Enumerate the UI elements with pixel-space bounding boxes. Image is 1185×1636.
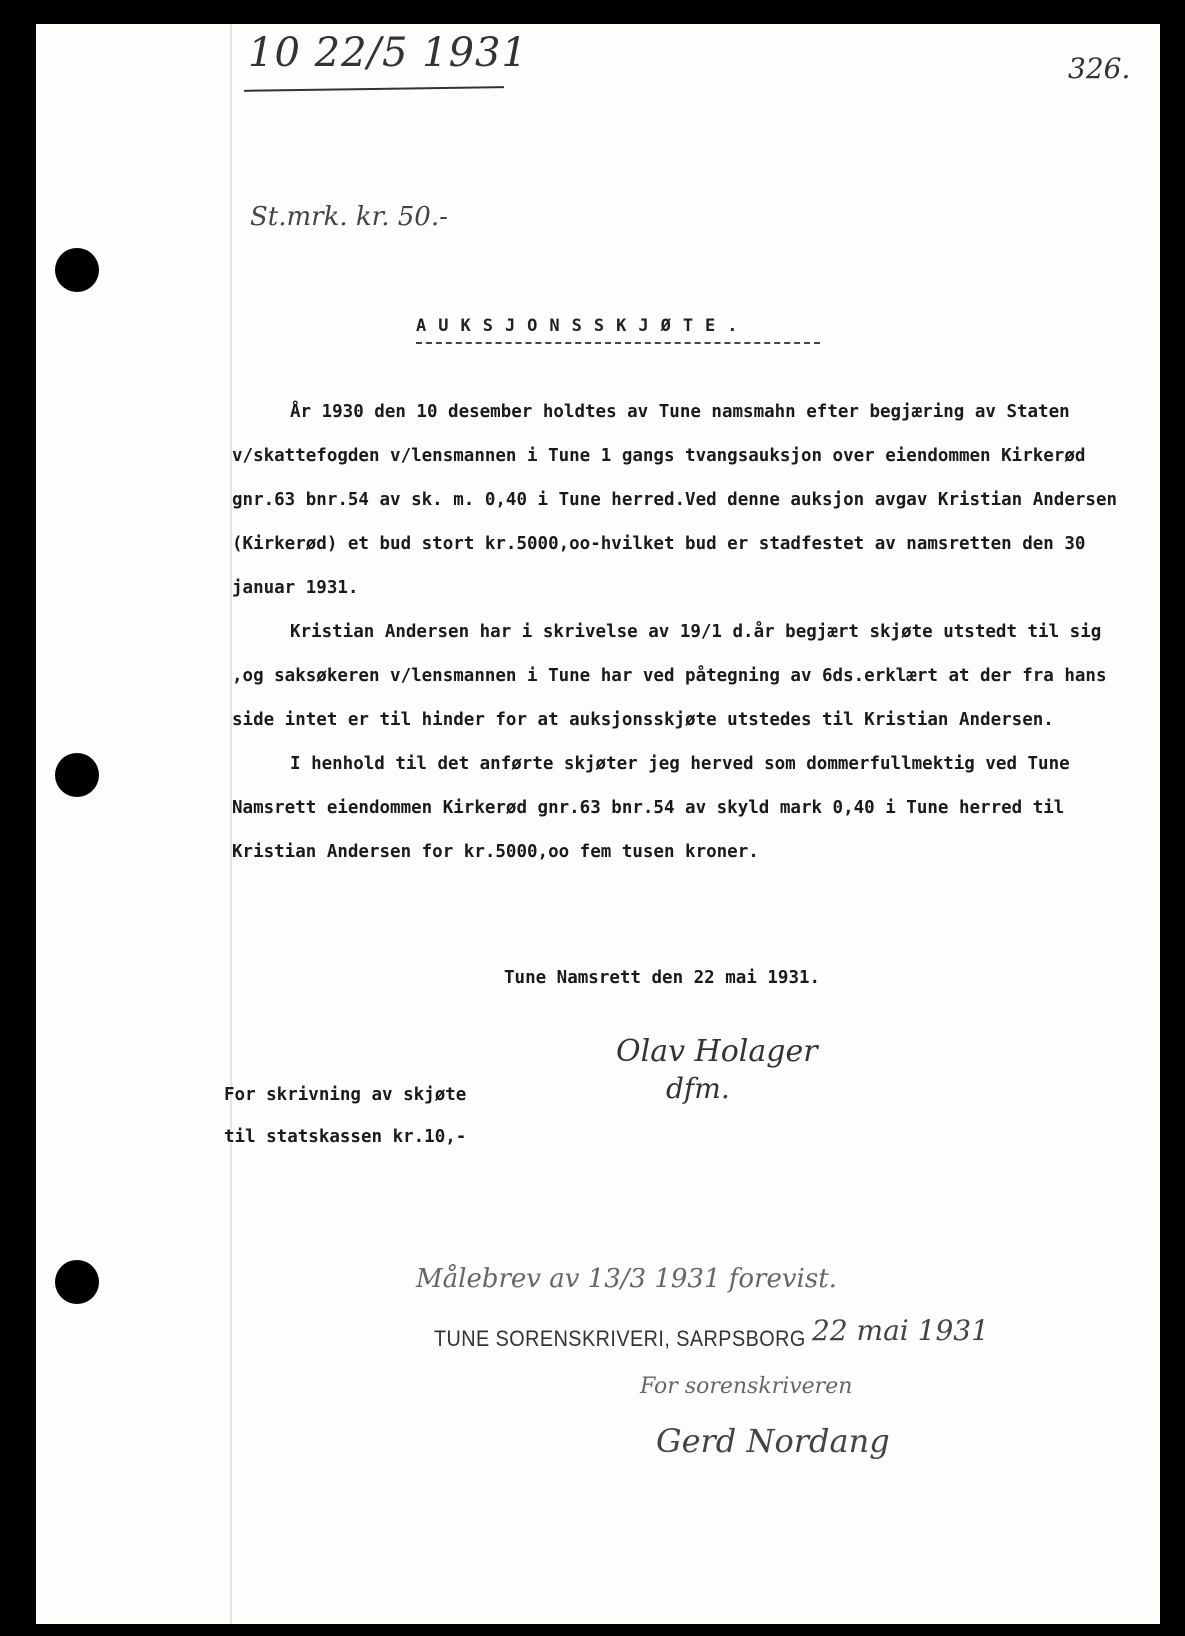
maalebrev-note: Målebrev av 13/3 1931 forevist.: [416, 1264, 837, 1294]
judge-signature: Olav Holager: [616, 1034, 818, 1069]
stamp-fee-note: St.mrk. kr. 50.-: [250, 202, 448, 232]
paragraph-1: År 1930 den 10 desember holdtes av Tune namsmahn efter begjæring av Staten v/skattefogden v/lensmannen i Tune 1 gangs tvangsauksjon over eiendommen Kirkerød gnr.63 bnr.54 av sk. m. 0,40 i Tune herred.Ved denne auksjon avgav Kristian Andersen (Kirkerød) et bud stort kr.5000,oo-hvilket bud er stadfestet av namsretten den 30 januar 1931.: [232, 402, 1118, 598]
page-number: 326.: [1068, 52, 1131, 85]
office-stamp: TUNE SORENSKRIVERI, SARPSBORG: [434, 1326, 806, 1351]
stamp-date: 22 mai 1931: [812, 1314, 989, 1347]
punch-hole-middle: [55, 753, 99, 797]
paragraph-3: I henhold til det anførte skjøter jeg herved som dommerfullmektig ved Tune Namsrett eiendommen Kirkerød gnr.63 bnr.54 av skyld mark 0,40 i Tune herred til Kristian Andersen for kr.5000,oo fem tusen kroner.: [232, 754, 1070, 862]
punch-hole-top: [55, 248, 99, 292]
clerk-signature: Gerd Nordang: [656, 1422, 890, 1460]
fee-note: [224, 1074, 466, 1158]
fee-line-1: For skrivning av skjøte: [224, 1085, 467, 1105]
document-body: [232, 390, 1132, 874]
date-underline: [244, 86, 504, 92]
document-title: AUKSJONSSKJØTE.: [416, 316, 750, 336]
for-sorenskriveren: For sorenskriveren: [640, 1374, 853, 1399]
judge-title: dfm.: [666, 1072, 730, 1105]
handwritten-date-note: 10 22/5 1931: [248, 30, 528, 76]
punch-hole-bottom: [55, 1260, 99, 1304]
title-underline: [416, 342, 820, 344]
document-page: [36, 24, 1160, 1624]
paragraph-2: Kristian Andersen har i skrivelse av 19/1 d.år begjært skjøte utstedt til sig ,og saksøkeren v/lensmannen i Tune har ved påtegning av 6ds.erklært at der fra hans side intet er til hinder for at auksjonsskjøte utstedes til Kristian Andersen.: [232, 622, 1107, 730]
place-date: Tune Namsrett den 22 mai 1931.: [504, 968, 821, 988]
fee-line-2: til statskassen kr.10,-: [224, 1127, 467, 1147]
